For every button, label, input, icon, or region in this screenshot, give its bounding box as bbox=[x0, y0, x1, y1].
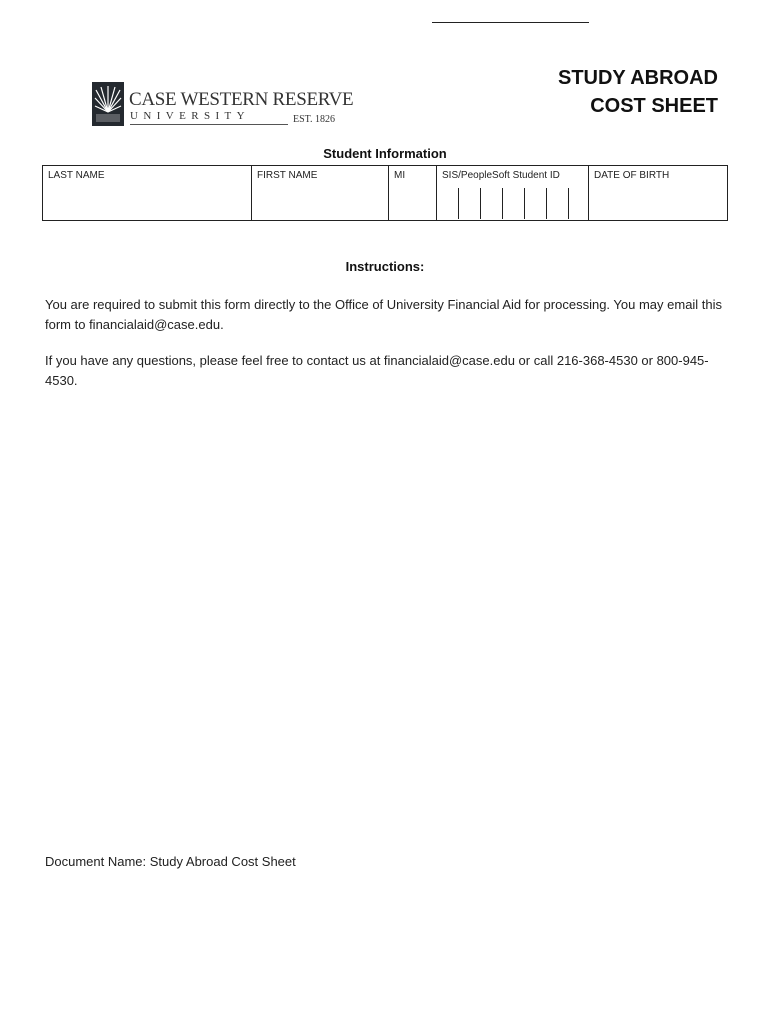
instructions-paragraph-2: If you have any questions, please feel free to contact us at financialaid@case.edu or call 216-368-4530 or 800-945-4530. bbox=[45, 353, 709, 388]
student-id-digit-box[interactable] bbox=[481, 188, 503, 219]
instructions-paragraph-1: You are required to submit this form directly to the Office of University Financial Aid for processing. You may email this form to financialaid@case.edu. bbox=[45, 297, 723, 332]
middle-initial-label: MI bbox=[394, 170, 406, 181]
student-id-box-rule bbox=[432, 22, 589, 23]
student-information-heading: Student Information bbox=[323, 146, 447, 161]
last-name-label: LAST NAME bbox=[48, 170, 105, 181]
middle-initial-field[interactable] bbox=[389, 166, 437, 220]
instructions-heading: Instructions: bbox=[345, 259, 425, 274]
student-id-digit-box[interactable] bbox=[525, 188, 547, 219]
date-of-birth-field[interactable] bbox=[589, 166, 727, 220]
student-id-digit-box[interactable] bbox=[547, 188, 569, 219]
document-name: Document Name: Study Abroad Cost Sheet bbox=[45, 854, 296, 869]
student-information-table bbox=[42, 165, 728, 221]
university-logo bbox=[92, 82, 354, 130]
student-id-digit-box[interactable] bbox=[569, 188, 589, 219]
student-id-label: SIS/PeopleSoft Student ID bbox=[442, 170, 560, 181]
student-id-digit-box[interactable] bbox=[459, 188, 481, 219]
logo-subtitle: UNIVERSITY bbox=[130, 110, 250, 122]
date-of-birth-label: DATE OF BIRTH bbox=[594, 170, 670, 181]
last-name-field[interactable] bbox=[43, 166, 252, 220]
sunburst-emblem-icon bbox=[92, 82, 124, 126]
logo-rule bbox=[130, 124, 288, 125]
first-name-label: FIRST NAME bbox=[257, 170, 318, 181]
title-line-1: STUDY ABROAD bbox=[557, 67, 718, 89]
logo-established: EST. 1826 bbox=[293, 114, 336, 125]
first-name-field[interactable] bbox=[252, 166, 389, 220]
student-id-digit-box[interactable] bbox=[437, 188, 459, 219]
logo-name: CASE WESTERN RESERVE bbox=[129, 89, 354, 110]
document-title bbox=[558, 64, 718, 120]
student-id-digit-box[interactable] bbox=[503, 188, 525, 219]
title-line-2: COST SHEET bbox=[590, 95, 718, 117]
